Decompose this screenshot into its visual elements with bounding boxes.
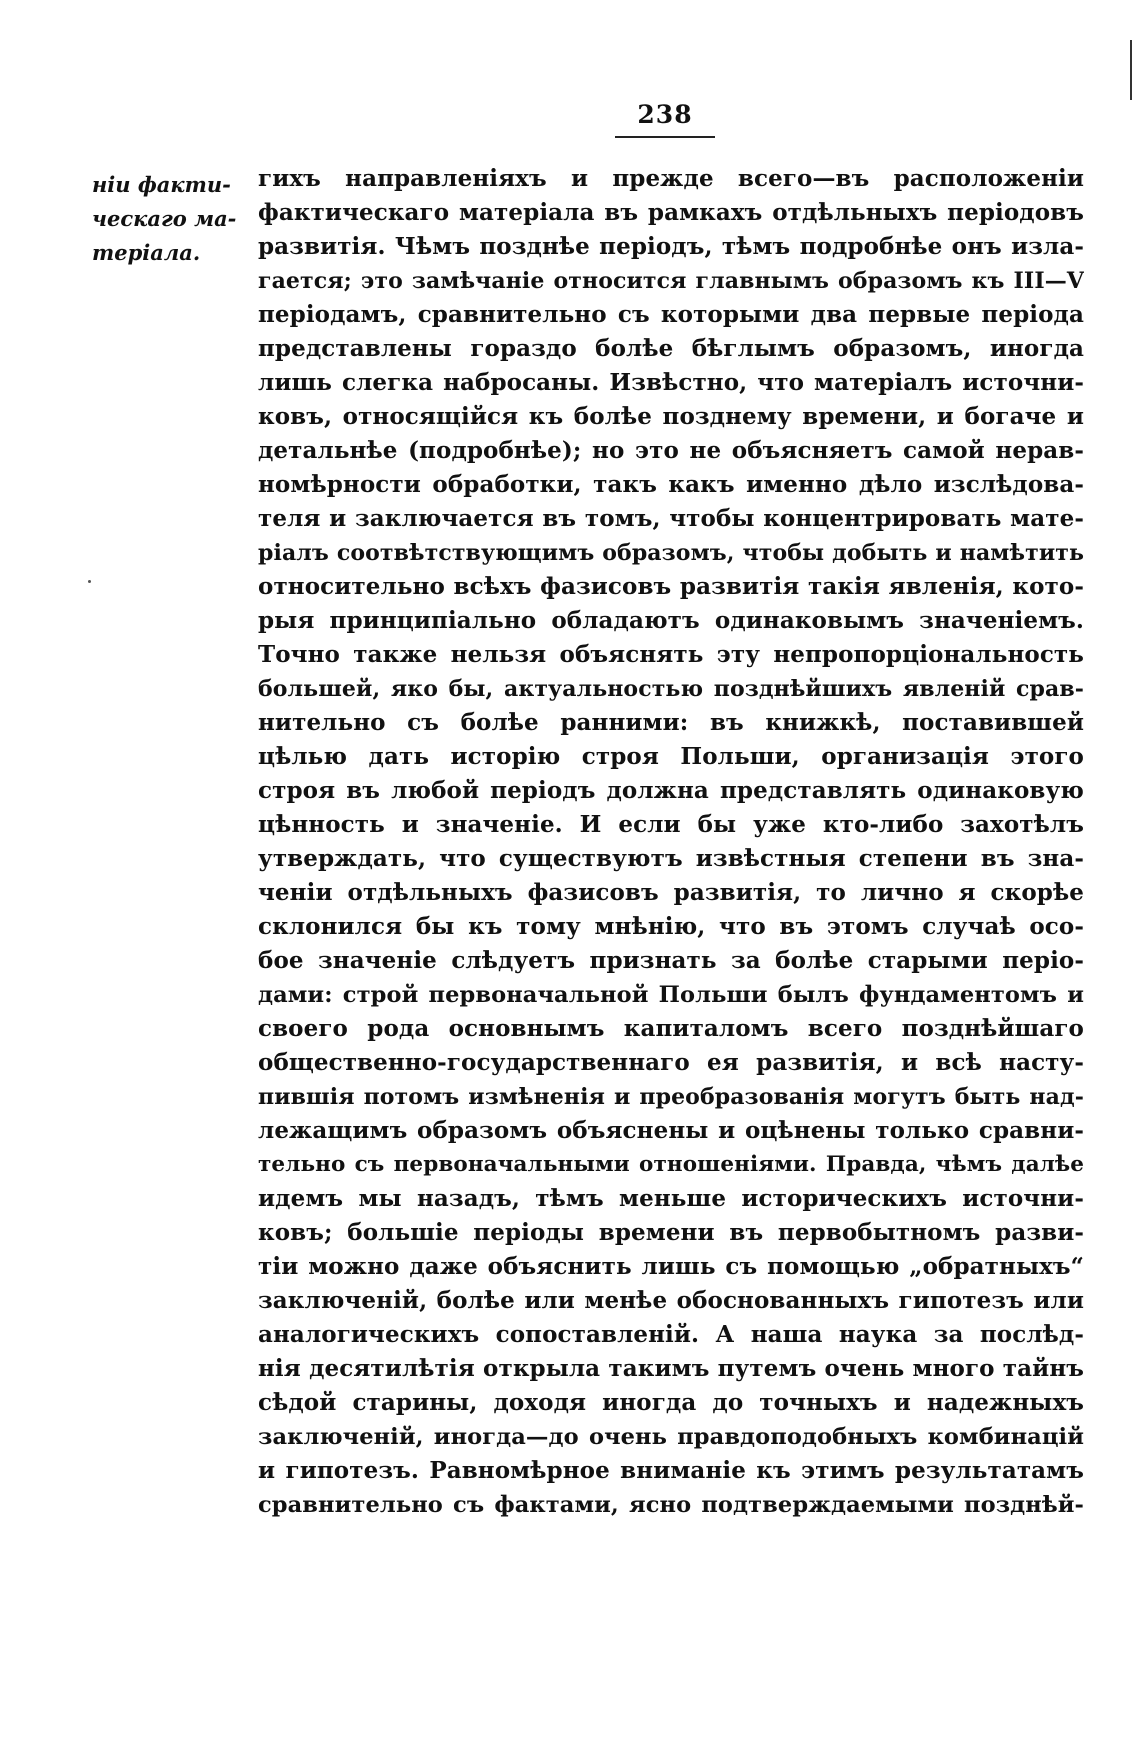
text-line: номѣрности обработки, такъ какъ именно дѣло изслѣдова- — [258, 471, 1084, 498]
text-line: лишь слегка набросаны. Извѣстно, что матерiалъ источни- — [258, 369, 1084, 396]
text-line: общественно-государственнаго ея развитiя, и всѣ насту- — [258, 1049, 1084, 1076]
page-number-rule — [615, 136, 715, 138]
text-line: нiя десятилѣтiя открыла такимъ путемъ очень много тайнъ — [258, 1355, 1084, 1382]
margin-note-line: терiала. — [92, 240, 201, 265]
text-line: тiи можно даже объяснить лишь съ помощью „обратныхъ“ — [258, 1253, 1084, 1280]
text-line: представлены гораздо болѣе бѣглымъ образомъ, иногда — [258, 335, 1084, 362]
text-line: аналогическихъ сопоставленiй. А наша наука за послѣд- — [258, 1321, 1084, 1348]
text-line: гихъ направленiяхъ и прежде всего—въ расположенiи — [258, 165, 1084, 192]
text-line: цѣлью дать исторiю строя Польши, организацiя этого — [258, 743, 1084, 770]
text-line: цѣнность и значенiе. И если бы уже кто-либо захотѣлъ — [258, 811, 1084, 838]
text-line: нительно съ болѣе ранними: въ книжкѣ, поставившей — [258, 709, 1084, 736]
text-line: пившiя потомъ измѣненiя и преобразованiя могутъ быть над- — [258, 1084, 1084, 1110]
text-line: рыя принципiально обладаютъ одинаковымъ значенiемъ. — [258, 607, 1084, 634]
text-line: бое значенiе слѣдуетъ признать за болѣе старыми перiо- — [258, 947, 1084, 974]
body-text — [258, 162, 1084, 1522]
text-line: своего рода основнымъ капиталомъ всего позднѣйшаго — [258, 1015, 1084, 1042]
text-line: развитiя. Чѣмъ позднѣе перiодъ, тѣмъ подробнѣе онъ изла- — [258, 233, 1084, 260]
text-line: строя въ любой перiодъ должна представлять одинаковую — [258, 777, 1084, 804]
text-line: идемъ мы назадъ, тѣмъ меньше историческихъ источни- — [258, 1185, 1084, 1212]
text-line: детальнѣе (подробнѣе); но это не объясняетъ самой нерав- — [258, 437, 1084, 464]
text-line: заключенiй, иногда—до очень правдоподобныхъ комбинацiй — [258, 1424, 1084, 1450]
text-line: и гипотезъ. Равномѣрное вниманiе къ этимъ результатамъ — [258, 1457, 1084, 1484]
text-line: заключенiй, болѣе или менѣе обоснованныхъ гипотезъ или — [258, 1287, 1084, 1314]
stray-dot — [88, 580, 91, 583]
text-line: сравнительно съ фактами, ясно подтверждаемыми позднѣй- — [258, 1492, 1084, 1518]
text-line: большей, яко бы, актуальностью позднѣйшихъ явленiй срав- — [258, 676, 1084, 702]
text-line: дами: строй первоначальной Польши былъ фундаментомъ и — [258, 982, 1084, 1008]
text-line: лежащимъ образомъ объяснены и оцѣнены только сравни- — [258, 1117, 1084, 1144]
text-line: сѣдой старины, доходя иногда до точныхъ и надежныхъ — [258, 1389, 1084, 1416]
margin-note-line: ческаго ма- — [92, 206, 237, 231]
text-line: перiодамъ, сравнительно съ которыми два первые перiода — [258, 301, 1084, 328]
text-line: ковъ, относящiйся къ болѣе позднему времени, и богаче и — [258, 403, 1084, 430]
margin-note — [92, 168, 250, 270]
text-line: относительно всѣхъ фазисовъ развитiя такiя явленiя, кото- — [258, 573, 1084, 600]
text-line: Точно также нельзя объяснять эту непропорцiональность — [258, 641, 1084, 668]
text-line: склонился бы къ тому мнѣнiю, что въ этомъ случаѣ осо- — [258, 913, 1084, 940]
page-number: 238 — [637, 100, 693, 129]
text-line: утверждать, что существуютъ извѣстныя степени въ зна- — [258, 845, 1084, 872]
margin-note-line: нiи факти- — [92, 172, 231, 197]
text-line: рiалъ соотвѣтствующимъ образомъ, чтобы добыть и намѣтить — [258, 540, 1084, 566]
right-edge-mark — [1130, 40, 1132, 100]
text-line: ковъ; большiе перiоды времени въ первобытномъ разви- — [258, 1219, 1084, 1246]
text-line: фактическаго матерiала въ рамкахъ отдѣльныхъ перiодовъ — [258, 199, 1084, 226]
text-line: ченiи отдѣльныхъ фазисовъ развитiя, то лично я скорѣе — [258, 879, 1084, 906]
text-line: тельно съ первоначальными отношенiями. Правда, чѣмъ далѣе — [258, 1152, 1084, 1177]
text-line: теля и заключается въ томъ, чтобы концентрировать мате- — [258, 505, 1084, 532]
text-line: гается; это замѣчанiе относится главнымъ образомъ къ III—V — [258, 268, 1084, 294]
